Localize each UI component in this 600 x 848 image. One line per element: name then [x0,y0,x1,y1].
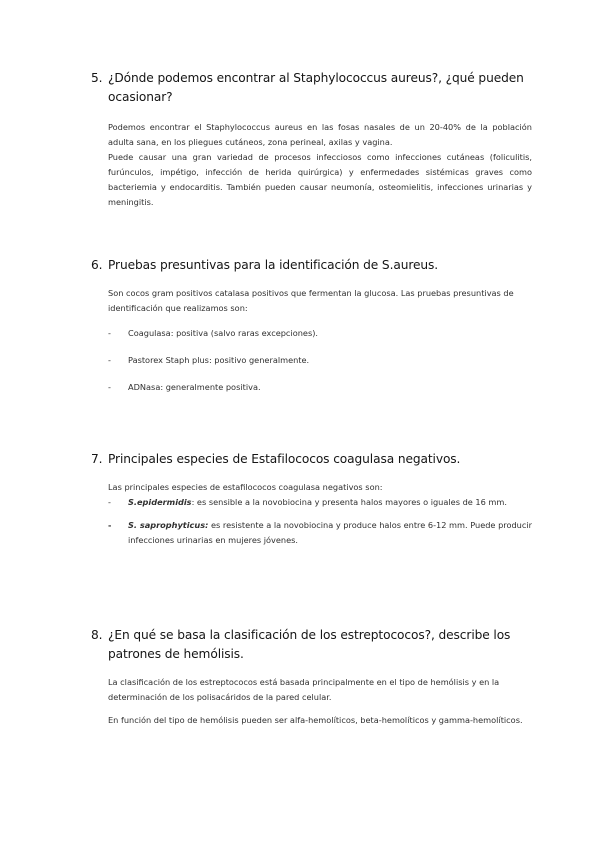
question-6-number: 6. [91,258,103,272]
question-8-heading [91,626,532,664]
question-8 [91,626,532,728]
question-5-paragraph: Puede causar una gran variedad de procesos infecciosos como infecciones cutáneas (foliculitis, furúnculos, impétigo, infección de herida quirúrgica) y enfermedades sistémicas graves como bacteriemia y endocarditis. También pueden causar neumonía, osteomielitis, infecciones urinarias y meningitis. [108,152,532,207]
question-5-heading [91,69,532,107]
species-name: S.epidermidis [128,497,192,507]
question-5-paragraph: Podemos encontrar el Staphylococcus aureus en las fosas nasales de un 20-40% de la población adulta sana, en los pliegues cutáneos, zona perineal, axilas y vagina. [108,122,532,147]
species-description: es resistente a la novobiocina y produce halos entre 6-12 mm. Puede producir infecciones urinarias en mujeres jóvenes. [128,520,532,545]
question-5-answer [108,120,532,210]
question-6 [91,256,532,395]
list-item-text: ADNasa: generalmente positiva. [128,382,261,392]
question-8-paragraph: En función del tipo de hemólisis pueden ser alfa-hemolíticos, beta-hemolíticos y gamma-hemolíticos. [108,715,523,725]
question-6-heading [91,256,532,275]
list-item [108,380,532,395]
species-name: S. saprophyticus: [128,520,209,530]
question-7 [91,450,532,548]
question-7-intro: Las principales especies de estafilococos coagulasa negativos son: [108,482,383,492]
list-item-text: Coagulasa: positiva (salvo raras excepciones). [128,328,319,338]
list-dash: - [108,497,111,507]
question-8-paragraph: La clasificación de los estreptococos está basada principalmente en el tipo de hemólisis y en la determinación de los polisacáridos de la pared celular. [108,677,500,702]
question-8-title: ¿En qué se basa la clasificación de los estreptococos?, describe los patrones de hemólisis. [108,628,511,661]
question-5 [91,69,532,210]
list-item-text: Pastorex Staph plus: positivo generalmente. [128,355,310,365]
list-item [108,495,532,510]
question-7-answer [108,480,532,548]
list-item [108,326,532,341]
question-7-title: Principales especies de Estafilococos coagulasa negativos. [108,452,461,466]
list-dash: - [108,382,111,392]
question-6-title: Pruebas presuntivas para la identificación de S.aureus. [108,258,439,272]
question-8-number: 8. [91,628,103,642]
question-7-number: 7. [91,452,103,466]
list-dash: - [108,520,112,530]
question-7-list [108,495,532,548]
species-description: : es sensible a la novobiocina y presenta halos mayores o iguales de 16 mm. [191,497,507,507]
question-5-title: ¿Dónde podemos encontrar al Staphylococcus aureus?, ¿qué pueden ocasionar? [108,71,524,104]
list-dash: - [108,328,111,338]
list-item-text [128,518,532,548]
list-dash: - [108,355,111,365]
question-6-answer [108,286,532,395]
question-8-answer [108,675,532,728]
question-7-heading [91,450,532,469]
list-item [108,353,532,368]
question-5-number: 5. [91,71,103,85]
question-6-list [108,326,532,395]
list-item-text [128,495,532,510]
question-6-intro: Son cocos gram positivos catalasa positivos que fermentan la glucosa. Las pruebas presuntivas de identificación que realizamos son: [108,288,514,313]
list-item [108,518,532,548]
